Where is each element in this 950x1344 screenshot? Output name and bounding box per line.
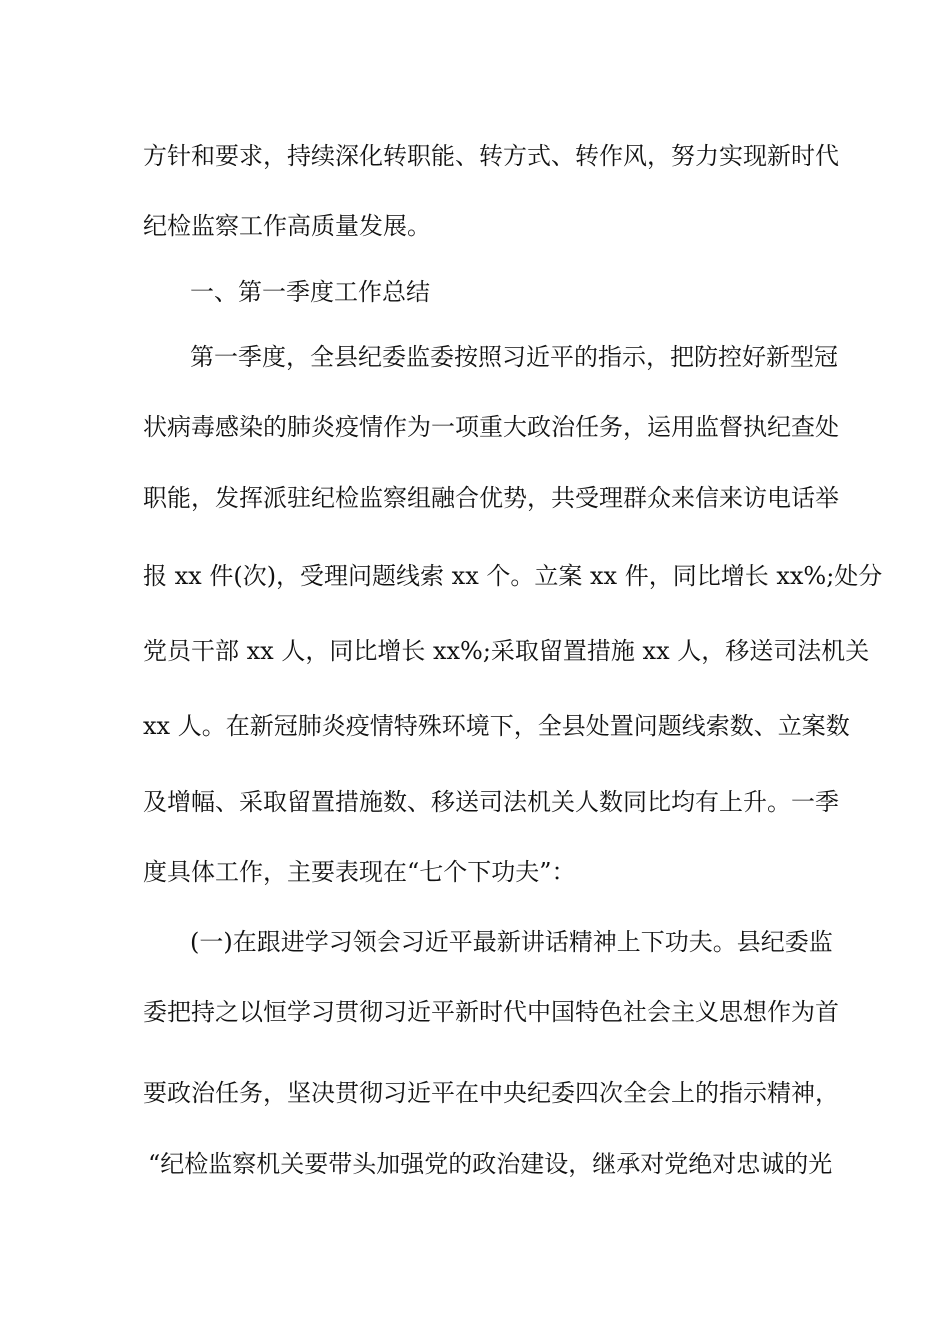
text-line: 党员干部 xx 人，同比增长 xx%;采取留置措施 xx 人，移送司法机关 xyxy=(143,637,870,665)
text-line: 度具体工作，主要表现在“七个下功夫”： xyxy=(143,858,576,886)
text-line: 报 xx 件(次)，受理问题线索 xx 个。立案 xx 件，同比增长 xx%;处分 xyxy=(143,562,883,590)
subsection-heading: (一)在跟进学习领会习近平最新讲话精神上下功夫。县纪委监 xyxy=(190,928,833,956)
text-line: xx 人。在新冠肺炎疫情特殊环境下，全县处置问题线索数、立案数 xyxy=(143,712,850,740)
section-heading: 一、第一季度工作总结 xyxy=(190,278,430,306)
text-line: 状病毒感染的肺炎疫情作为一项重大政治任务，运用监督执纪查处 xyxy=(143,413,839,441)
quote-line: “纪检监察机关要带头加强党的政治建设，继承对党绝对忠诚的光 xyxy=(148,1150,833,1178)
text-line: 纪检监察工作高质量发展。 xyxy=(143,212,431,240)
text-line: 要政治任务，坚决贯彻习近平在中央纪委四次全会上的指示精神， xyxy=(143,1079,839,1107)
paragraph-first-line: 第一季度，全县纪委监委按照习近平的指示，把防控好新型冠 xyxy=(190,343,838,371)
text-line: 委把持之以恒学习贯彻习近平新时代中国特色社会主义思想作为首 xyxy=(143,998,839,1026)
text-line: 职能，发挥派驻纪检监察组融合优势，共受理群众来信来访电话举 xyxy=(143,484,839,512)
text-line: 方针和要求，持续深化转职能、转方式、转作风，努力实现新时代 xyxy=(143,142,839,170)
text-line: 及增幅、采取留置措施数、移送司法机关人数同比均有上升。一季 xyxy=(143,788,839,816)
